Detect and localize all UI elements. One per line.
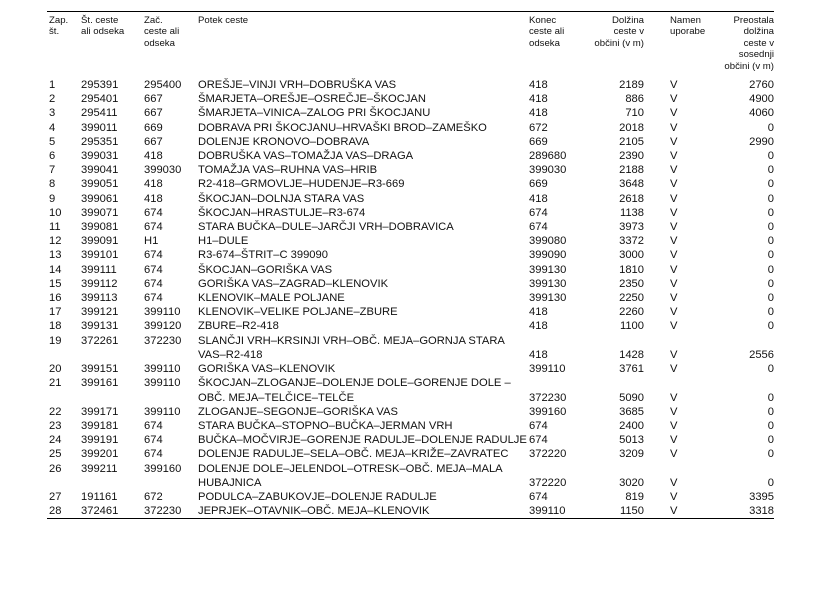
cell-konec: 289680 [529, 150, 567, 163]
header-line: Namen [670, 15, 701, 26]
table-row [47, 135, 774, 149]
table-row [47, 376, 774, 404]
header-line: občini (v m) [594, 37, 644, 49]
header-line: št. [49, 26, 60, 38]
cell-zac-ceste: 674 [144, 263, 163, 276]
cell-zap-st: 25 [49, 448, 62, 461]
cell-preostala: 0 [767, 434, 774, 447]
cell-potek-ceste: JEPRJEK–OTAVNIK–OBČ. MEJA–KLENOVIK [198, 505, 430, 518]
cell-konec: 399080 [529, 235, 567, 248]
cell-st-ceste: 372261 [81, 334, 119, 347]
header-namen [644, 12, 706, 79]
cell-namen: V [670, 348, 678, 361]
cell-preostala: 0 [767, 306, 774, 319]
cell-konec: 418 [529, 107, 548, 120]
table-row [47, 106, 774, 120]
cell-konec: 672 [529, 121, 548, 134]
cell-preostala: 0 [767, 206, 774, 219]
cell-dolzina: 3973 [619, 221, 644, 234]
cell-potek-ceste: ŠKOCJAN–ZLOGANJE–DOLENJE DOLE–GORENJE DOLE –OBČ. MEJA–TELČICE–TELČE [198, 377, 511, 404]
header-line: ali odseka [81, 26, 125, 38]
cell-st-ceste: 295401 [81, 93, 119, 106]
cell-zap-st: 24 [49, 434, 62, 447]
header-line: ceste v [743, 37, 774, 49]
cell-namen: V [670, 306, 678, 319]
cell-st-ceste: 399201 [81, 448, 119, 461]
cell-preostala: 0 [767, 363, 774, 376]
cell-zap-st: 26 [49, 462, 62, 475]
cell-preostala: 0 [767, 391, 774, 404]
cell-konec: 372220 [529, 476, 567, 489]
cell-dolzina: 2618 [619, 192, 644, 205]
cell-st-ceste: 399071 [81, 206, 119, 219]
table-row [47, 149, 774, 163]
header-line: Potek ceste [198, 15, 249, 26]
cell-konec: 372230 [529, 391, 567, 404]
header-line: Zap. [49, 15, 69, 26]
cell-st-ceste: 372461 [81, 505, 119, 518]
cell-dolzina: 3000 [619, 249, 644, 262]
cell-zap-st: 5 [49, 135, 56, 148]
table-row [47, 319, 774, 333]
cell-dolzina: 3020 [619, 476, 644, 489]
cell-zap-st: 4 [49, 121, 56, 134]
header-konec [529, 12, 586, 79]
cell-potek-ceste: OREŠJE–VINJI VRH–DOBRUŠKA VAS [198, 79, 397, 92]
cell-st-ceste: 399151 [81, 363, 119, 376]
header-line: občini (v m) [724, 60, 774, 72]
cell-dolzina: 2018 [619, 121, 644, 134]
cell-namen: V [670, 448, 678, 461]
cell-namen: V [670, 206, 678, 219]
cell-potek-ceste: ŠKOCJAN–HRASTULJE–R3-674 [198, 206, 366, 219]
cell-zac-ceste: 672 [144, 490, 163, 503]
cell-konec: 399160 [529, 405, 567, 418]
cell-zap-st: 21 [49, 377, 62, 390]
cell-zac-ceste: 372230 [144, 505, 182, 518]
cell-konec: 418 [529, 348, 548, 361]
cell-st-ceste: 399181 [81, 419, 119, 432]
cell-zac-ceste: 669 [144, 121, 163, 134]
cell-potek-ceste: DOBRAVA PRI ŠKOCJANU–HRVAŠKI BROD–ZAMEŠKO [198, 121, 487, 134]
cell-potek-ceste: H1–DULE [198, 235, 249, 248]
cell-preostala: 0 [767, 419, 774, 432]
cell-potek-ceste: DOBRUŠKA VAS–TOMAŽJA VAS–DRAGA [198, 150, 414, 163]
cell-konec: 399090 [529, 249, 567, 262]
cell-preostala: 0 [767, 121, 774, 134]
cell-preostala: 0 [767, 277, 774, 290]
cell-dolzina: 2189 [619, 79, 644, 92]
cell-st-ceste: 399171 [81, 405, 119, 418]
cell-dolzina: 2350 [619, 277, 644, 290]
cell-dolzina: 2260 [619, 306, 644, 319]
cell-konec: 399110 [529, 363, 566, 376]
cell-namen: V [670, 93, 678, 106]
cell-namen: V [670, 135, 678, 148]
cell-dolzina: 3209 [619, 448, 644, 461]
cell-zap-st: 10 [49, 206, 62, 219]
header-potek-ceste [198, 12, 529, 79]
cell-zap-st: 11 [49, 221, 61, 234]
header-line: ceste v [613, 26, 644, 38]
cell-potek-ceste: ZBURE–R2-418 [198, 320, 279, 333]
cell-zac-ceste: H1 [144, 235, 159, 248]
table-row [47, 248, 774, 262]
header-zap-st [47, 12, 81, 79]
cell-dolzina: 1138 [619, 206, 644, 219]
cell-zap-st: 23 [49, 419, 62, 432]
cell-st-ceste: 295411 [81, 107, 118, 120]
cell-st-ceste: 399041 [81, 164, 119, 177]
cell-namen: V [670, 405, 678, 418]
cell-st-ceste: 399111 [81, 263, 117, 276]
cell-potek-ceste: DOLENJE DOLE–JELENDOL–OTRESK–OBČ. MEJA–MALA HUBAJNICA [198, 462, 503, 489]
cell-zac-ceste: 399110 [144, 363, 181, 376]
cell-zac-ceste: 399160 [144, 462, 182, 475]
cell-st-ceste: 399061 [81, 192, 119, 205]
cell-zac-ceste: 399110 [144, 377, 181, 390]
cell-preostala: 0 [767, 192, 774, 205]
cell-potek-ceste: ŠMARJETA–OREŠJE–OSREČJE–ŠKOCJAN [198, 93, 426, 106]
cell-konec: 418 [529, 79, 548, 92]
cell-konec: 674 [529, 206, 548, 219]
cell-preostala: 0 [767, 405, 774, 418]
cell-zac-ceste: 667 [144, 107, 163, 120]
table-row [47, 177, 774, 191]
header-line: ceste ali [529, 26, 565, 38]
table-row [47, 192, 774, 206]
cell-st-ceste: 399011 [81, 121, 118, 134]
cell-namen: V [670, 121, 678, 134]
cell-namen: V [670, 249, 678, 262]
cell-zap-st: 17 [49, 306, 62, 319]
cell-zap-st: 20 [49, 363, 62, 376]
cell-zap-st: 6 [49, 150, 56, 163]
cell-dolzina: 1428 [619, 348, 644, 361]
cell-namen: V [670, 221, 678, 234]
cell-zac-ceste: 399120 [144, 320, 182, 333]
cell-zap-st: 18 [49, 320, 62, 333]
cell-preostala: 0 [767, 292, 774, 305]
cell-zac-ceste: 295400 [144, 79, 182, 92]
cell-konec: 399110 [529, 505, 566, 518]
cell-namen: V [670, 363, 678, 376]
cell-dolzina: 710 [625, 107, 644, 120]
cell-dolzina: 3761 [619, 363, 644, 376]
roads-table [47, 11, 774, 519]
cell-konec: 399130 [529, 263, 567, 276]
cell-st-ceste: 399101 [81, 249, 119, 262]
cell-namen: V [670, 391, 678, 404]
cell-dolzina: 2400 [619, 419, 644, 432]
table-row [47, 206, 774, 220]
header-line: odseka [144, 37, 175, 49]
cell-zac-ceste: 674 [144, 206, 163, 219]
cell-zac-ceste: 418 [144, 192, 163, 205]
cell-potek-ceste: ZLOGANJE–SEGONJE–GORIŠKA VAS [198, 405, 398, 418]
cell-zac-ceste: 418 [144, 150, 163, 163]
cell-potek-ceste: ŠMARJETA–VINICA–ZALOG PRI ŠKOCJANU [198, 107, 431, 120]
table-row [47, 78, 774, 92]
cell-dolzina: 5090 [619, 391, 644, 404]
cell-preostala: 0 [767, 235, 774, 248]
cell-namen: V [670, 192, 678, 205]
header-preostala [698, 12, 774, 79]
table-row [47, 220, 774, 234]
table-row [47, 504, 774, 519]
header-line: ceste ali [144, 26, 180, 38]
table-row [47, 462, 774, 490]
cell-namen: V [670, 476, 678, 489]
cell-konec: 674 [529, 490, 548, 503]
cell-konec: 669 [529, 178, 548, 191]
cell-zac-ceste: 674 [144, 419, 163, 432]
header-zac-ceste [144, 12, 198, 79]
cell-preostala: 0 [767, 476, 774, 489]
cell-namen: V [670, 107, 678, 120]
cell-st-ceste: 399121 [81, 306, 119, 319]
cell-zap-st: 28 [49, 505, 62, 518]
table-row [47, 305, 774, 319]
cell-dolzina: 3372 [619, 235, 644, 248]
header-line: dolžina [743, 26, 774, 38]
cell-preostala: 4900 [749, 93, 774, 106]
cell-konec: 669 [529, 135, 548, 148]
cell-potek-ceste: R3-674–ŠTRIT–C 399090 [198, 249, 328, 262]
cell-st-ceste: 399113 [81, 292, 118, 305]
table-header [47, 12, 774, 79]
cell-dolzina: 886 [625, 93, 644, 106]
table-row [47, 433, 774, 447]
cell-zap-st: 13 [49, 249, 62, 262]
cell-namen: V [670, 263, 678, 276]
cell-preostala: 2556 [749, 348, 774, 361]
cell-st-ceste: 399031 [81, 150, 119, 163]
cell-zac-ceste: 399030 [144, 164, 182, 177]
cell-zap-st: 22 [49, 405, 62, 418]
cell-st-ceste: 399191 [81, 434, 119, 447]
cell-dolzina: 2390 [619, 150, 644, 163]
cell-potek-ceste: DOLENJE KRONOVO–DOBRAVA [198, 135, 370, 148]
cell-potek-ceste: KLENOVIK–MALE POLJANE [198, 292, 345, 305]
header-line: Preostala [733, 15, 774, 26]
cell-st-ceste: 399112 [81, 277, 118, 290]
cell-potek-ceste: GORIŠKA VAS–KLENOVIK [198, 363, 336, 376]
header-row [47, 12, 774, 79]
header-line: sosednji [738, 49, 774, 61]
cell-zac-ceste: 667 [144, 93, 163, 106]
cell-preostala: 0 [767, 263, 774, 276]
cell-potek-ceste: PODULCA–ZABUKOVJE–DOLENJE RADULJE [198, 490, 437, 503]
cell-preostala: 0 [767, 178, 774, 191]
cell-konec: 674 [529, 434, 548, 447]
cell-namen: V [670, 505, 678, 518]
cell-dolzina: 2188 [619, 164, 644, 177]
cell-zac-ceste: 418 [144, 178, 163, 191]
cell-dolzina: 1810 [619, 263, 644, 276]
cell-namen: V [670, 490, 678, 503]
cell-preostala: 0 [767, 448, 774, 461]
cell-potek-ceste: TOMAŽJA VAS–RUHNA VAS–HRIB [198, 164, 378, 177]
table-row [47, 419, 774, 433]
cell-zap-st: 14 [49, 263, 62, 276]
cell-potek-ceste: ŠKOCJAN–GORIŠKA VAS [198, 263, 333, 276]
cell-st-ceste: 399051 [81, 178, 119, 191]
cell-zac-ceste: 372230 [144, 334, 182, 347]
cell-potek-ceste: KLENOVIK–VELIKE POLJANE–ZBURE [198, 306, 398, 319]
cell-dolzina: 2105 [619, 135, 644, 148]
cell-konec: 674 [529, 221, 548, 234]
cell-konec: 418 [529, 306, 548, 319]
cell-zac-ceste: 674 [144, 448, 163, 461]
cell-preostala: 0 [767, 221, 774, 234]
cell-konec: 674 [529, 419, 548, 432]
cell-zap-st: 16 [49, 292, 62, 305]
cell-zac-ceste: 674 [144, 221, 163, 234]
cell-zac-ceste: 399110 [144, 405, 181, 418]
table-row [47, 334, 774, 362]
cell-st-ceste: 399081 [81, 221, 119, 234]
cell-preostala: 0 [767, 150, 774, 163]
cell-dolzina: 3648 [619, 178, 644, 191]
header-dolzina [586, 12, 644, 79]
cell-zap-st: 19 [49, 334, 62, 347]
cell-st-ceste: 191161 [81, 490, 118, 503]
cell-st-ceste: 295351 [81, 135, 119, 148]
header-line: Konec [529, 15, 557, 26]
cell-konec: 372220 [529, 448, 567, 461]
cell-zap-st: 3 [49, 107, 56, 120]
table-row [47, 291, 774, 305]
table-row [47, 447, 774, 461]
cell-preostala: 2990 [749, 135, 774, 148]
cell-zap-st: 7 [49, 164, 56, 177]
cell-potek-ceste: DOLENJE RADULJE–SELA–OBČ. MEJA–KRIŽE–ZAVRATEC [198, 448, 509, 461]
cell-konec: 418 [529, 320, 548, 333]
cell-preostala: 2760 [749, 79, 774, 92]
header-st-ceste [81, 12, 144, 79]
cell-zap-st: 27 [49, 490, 62, 503]
cell-potek-ceste: BUČKA–MOČVIRJE–GORENJE RADULJE–DOLENJE RADULJE [198, 434, 527, 447]
header-line: uporabe [670, 26, 706, 38]
table-row [47, 362, 774, 376]
cell-namen: V [670, 178, 678, 191]
cell-zap-st: 1 [49, 79, 56, 92]
cell-preostala: 3318 [749, 505, 774, 518]
header-line: odseka [529, 37, 560, 49]
cell-dolzina: 1100 [619, 320, 644, 333]
cell-dolzina: 3685 [619, 405, 644, 418]
cell-konec: 418 [529, 192, 548, 205]
cell-namen: V [670, 277, 678, 290]
cell-namen: V [670, 164, 678, 177]
cell-dolzina: 2250 [619, 292, 644, 305]
table-row [47, 263, 774, 277]
cell-potek-ceste: STARA BUČKA–DULE–JARČJI VRH–DOBRAVICA [198, 221, 454, 234]
table-row [47, 121, 774, 135]
cell-namen: V [670, 292, 678, 305]
cell-dolzina: 5013 [619, 434, 644, 447]
cell-zap-st: 8 [49, 178, 56, 191]
cell-st-ceste: 399211 [81, 462, 118, 475]
cell-preostala: 0 [767, 164, 774, 177]
cell-st-ceste: 295391 [81, 79, 119, 92]
cell-namen: V [670, 419, 678, 432]
cell-konec: 399130 [529, 292, 567, 305]
table-row [47, 277, 774, 291]
cell-preostala: 0 [767, 249, 774, 262]
cell-zac-ceste: 674 [144, 292, 163, 305]
cell-zac-ceste: 667 [144, 135, 163, 148]
cell-preostala: 3395 [749, 490, 774, 503]
cell-potek-ceste: ŠKOCJAN–DOLNJA STARA VAS [198, 192, 365, 205]
table-row [47, 92, 774, 106]
cell-konec: 399130 [529, 277, 567, 290]
cell-preostala: 0 [767, 320, 774, 333]
cell-st-ceste: 399161 [81, 377, 119, 390]
table-row [47, 405, 774, 419]
header-line: Št. ceste [81, 15, 119, 26]
cell-namen: V [670, 150, 678, 163]
cell-namen: V [670, 434, 678, 447]
cell-potek-ceste: STARA BUČKA–STOPNO–BUČKA–JERMAN VRH [198, 419, 453, 432]
cell-dolzina: 1150 [619, 505, 644, 518]
cell-zap-st: 12 [49, 235, 62, 248]
cell-st-ceste: 399131 [81, 320, 119, 333]
cell-zap-st: 2 [49, 93, 56, 106]
cell-potek-ceste: R2-418–GRMOVLJE–HUDENJE–R3-669 [198, 178, 405, 191]
cell-zac-ceste: 674 [144, 277, 163, 290]
cell-zap-st: 15 [49, 277, 62, 290]
table-row [47, 163, 774, 177]
table-row [47, 234, 774, 248]
cell-potek-ceste: SLANČJI VRH–KRSINJI VRH–OBČ. MEJA–GORNJA STARA VAS–R2-418 [198, 334, 505, 361]
cell-zap-st: 9 [49, 192, 56, 205]
header-line: Dolžina [612, 15, 644, 26]
cell-namen: V [670, 79, 678, 92]
cell-namen: V [670, 235, 678, 248]
cell-zac-ceste: 674 [144, 434, 163, 447]
cell-st-ceste: 399091 [81, 235, 119, 248]
table-row [47, 490, 774, 504]
header-line: Zač. [144, 15, 163, 26]
cell-zac-ceste: 674 [144, 249, 163, 262]
cell-konec: 399030 [529, 164, 567, 177]
table-body [47, 78, 774, 519]
cell-potek-ceste: GORIŠKA VAS–ZAGRAD–KLENOVIK [198, 277, 389, 290]
cell-zac-ceste: 399110 [144, 306, 181, 319]
cell-preostala: 4060 [749, 107, 774, 120]
cell-dolzina: 819 [625, 490, 644, 503]
cell-namen: V [670, 320, 678, 333]
cell-konec: 418 [529, 93, 548, 106]
